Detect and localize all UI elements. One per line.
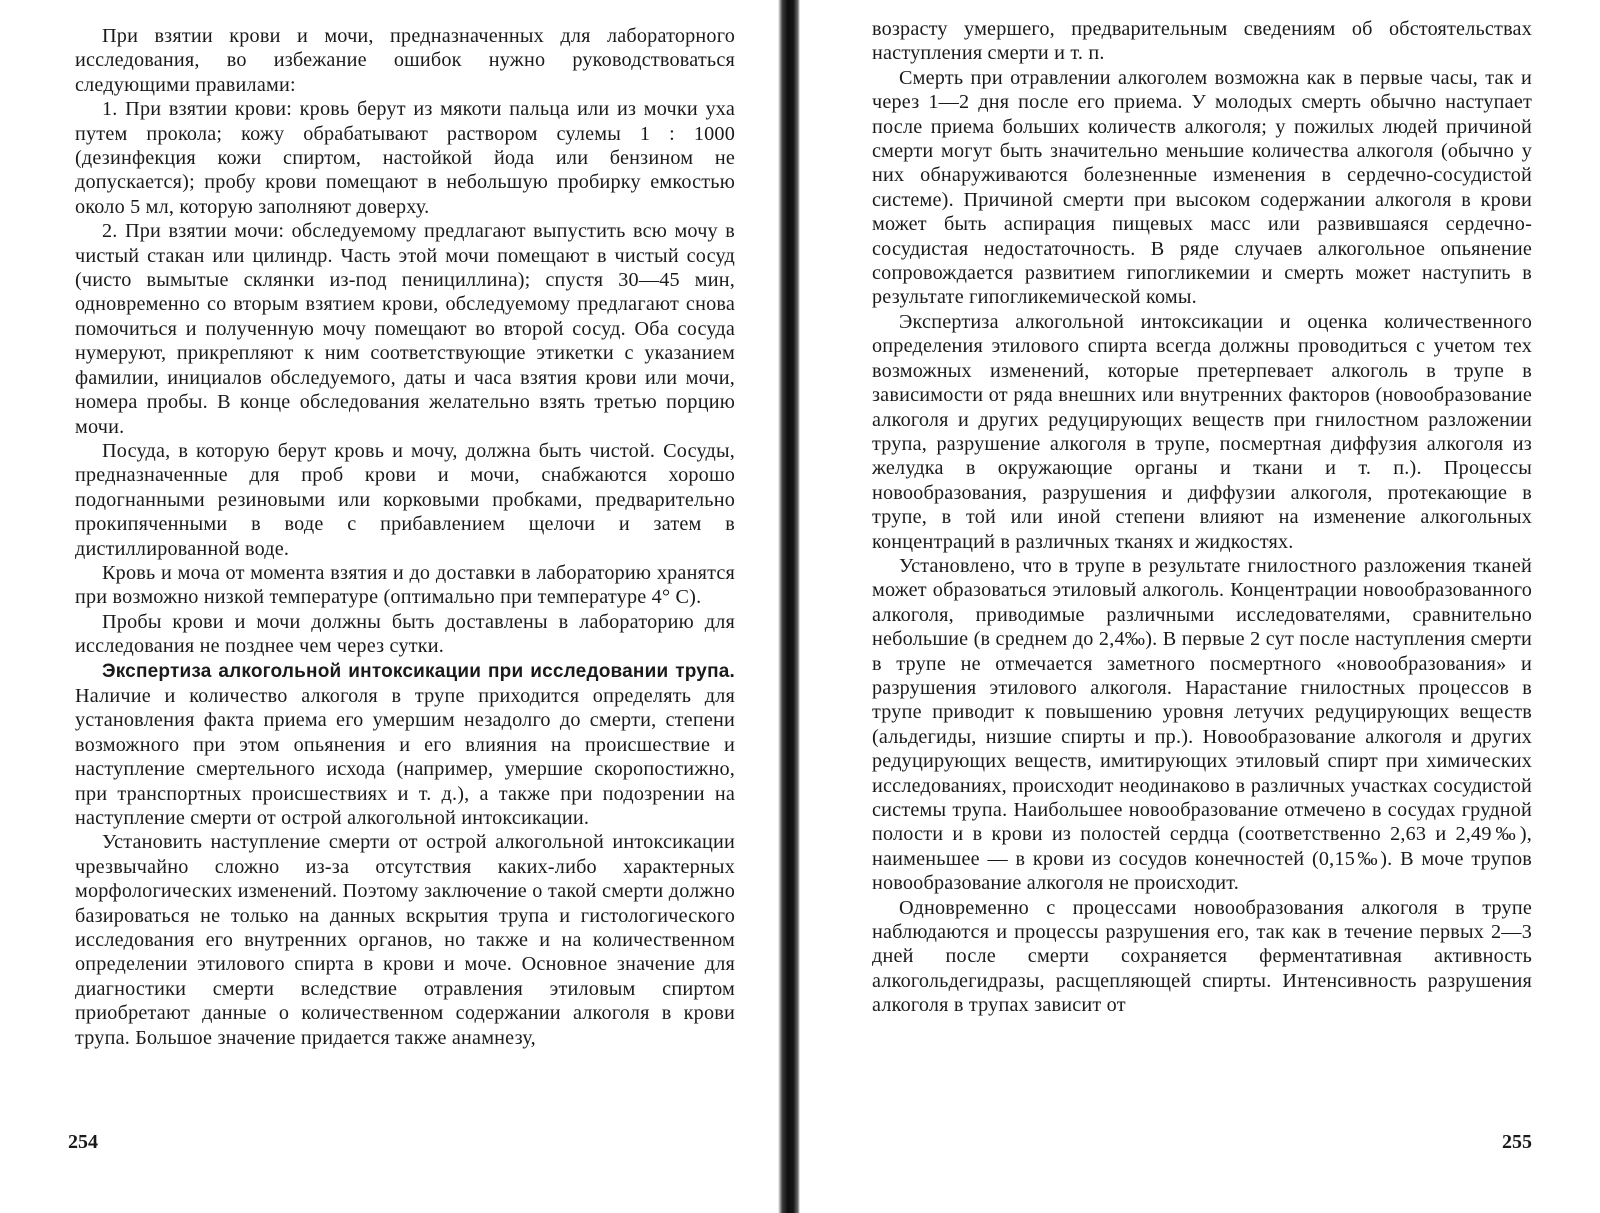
paragraph: Установлено, что в трупе в результате гнилостного разложения тканей может образоваться этиловый алкоголь. Концентрации новообразованного алкоголя, приводимые различными исследователями, сравнительно небольшие (в среднем до 2,4‰). В первые 2 сут после наступления смерти в трупе не отмечается заметного посмертного «новообразования» и разрушения этилового алкоголя. Нарастание гнилостных процессов в трупе приводит к повышению уровня летучих редуцирующих веществ (альдегиды, низшие спирты и пр.). Новообразование алкоголя и других редуцирующих веществ, имитирующих этиловый спирт при химических исследованиях, происходит неодинаково в различных участках сосудистой системы трупа. Наибольшее новообразование отмечено в сосудах грудной полости и в крови из полостей сердца (соответственно 2,63 и 2,49‰), наименьшее — в крови из сосудов конечностей (0,15‰). В моче трупов новообразование алкоголя не происходит. [872, 554, 1532, 895]
paragraph: При взятии крови и мочи, предназначенных для лабораторного исследования, во избежание ошибок нужно руководствоваться следующими правилами: [75, 25, 735, 96]
continued-paragraph: возрасту умершего, предварительным сведениям об обстоятельствах наступления смерти и т. п. [872, 18, 1532, 65]
page-number-right: 255 [1502, 1131, 1532, 1153]
section-heading: Экспертиза алкогольной интоксикации при исследовании трупа. [102, 660, 735, 682]
right-page-text [872, 17, 1532, 1018]
left-page [68, 0, 735, 1153]
book-gutter [778, 0, 800, 1213]
right-page [872, 0, 1532, 1153]
paragraph: 2. При взятии мочи: обследуемому предлагают выпустить всю мочу в чистый стакан или цилиндр. Часть этой мочи помещают в чистый сосуд (чисто вымытые склянки из-под пенициллина); спустя 30—45 мин, одновременно со вторым взятием крови, обследуемому предлагают снова помочиться и полученную мочу помещают во второй сосуд. Оба сосуда нумеруют, прикрепляют к ним соответствующие этикетки с указанием фамилии, инициалов обследуемого, даты и часа взятия крови или мочи, номера пробы. В конце обследования желательно взять третью порцию мочи. [75, 220, 735, 438]
paragraph: Установить наступление смерти от острой алкогольной интоксикации чрезвычайно сложно из-за отсутствия каких-либо характерных морфологических изменений. Поэтому заключение о такой смерти должно базироваться не только на данных вскрытия трупа и гистологического исследования его внутренних органов, но также и на количественном определении этилового спирта в крови и моче. Основное значение для диагностики смерти вследствие отравления этиловым спиртом приобретают данные о количественном содержании алкоголя в крови трупа. Большое значение придается также анамнезу, [75, 831, 735, 1049]
paragraph: Экспертиза алкогольной интоксикации и оценка количественного определения этилового спирта всегда должны проводиться с учетом тех возможных изменений, которые претерпевает алкоголь в трупе в зависимости от ряда внешних или внутренних факторов (новообразование алкоголя и других редуцирующих веществ при гнилостном разложении трупа, разрушение алкоголя в трупе, посмертная диффузия алкоголя из желудка в окружающие органы и ткани и т. п.). Процессы новообразования, разрушения и диффузии алкоголя, протекающие в трупе, в той или иной степени влияют на изменение алкогольных концентраций в различных тканях и жидкостях. [872, 310, 1532, 553]
paragraph: Пробы крови и мочи должны быть доставлены в лабораторию для исследования не позднее чем через сутки. [75, 610, 735, 658]
page-number-left: 254 [68, 1131, 98, 1153]
paragraph: Кровь и моча от момента взятия и до доставки в лабораторию хранятся при возможно низкой температуре (оптимально при температуре 4° С). [75, 561, 735, 609]
paragraph: Одновременно с процессами новообразования алкоголя в трупе наблюдаются и процессы разрушения его, так как в течение первых 2—3 дней после смерти сохраняется ферментативная активность алкогольдегидразы, расщепляющей спирты. Интенсивность разрушения алкоголя в трупах зависит от [872, 896, 1532, 1017]
paragraph: 1. При взятии крови: кровь берут из мякоти пальца или из мочки уха путем прокола; кожу обрабатывают раствором сулемы 1 : 1000 (дезинфекция кожи спиртом, настойкой йода или бензином не допускается); пробу крови помещают в небольшую пробирку емкостью около 5 мл, которую заполняют доверху. [75, 98, 735, 218]
left-page-text [75, 24, 735, 1050]
section-paragraph [75, 659, 735, 831]
paragraph: Смерть при отравлении алкоголем возможна как в первые часы, так и через 1—2 дня после его приема. У молодых смерть обычно наступает после приема больших количеств алкоголя; у пожилых людей причиной смерти могут быть значительно меньшие количества алкоголя (обычно у них обнаруживаются болезненные изменения в сердечно-сосудистой системе). Причиной смерти при высоком содержании алкоголя в крови может быть аспирация пищевых масс или развившаяся сердечно-сосудистая недостаточность. В ряде случаев алкогольное опьянение сопровождается развитием гипогликемии и смерть может наступить в результате гипогликемической комы. [872, 66, 1532, 309]
paragraph: Посуда, в которую берут кровь и мочу, должна быть чистой. Сосуды, предназначенные для проб крови и мочи, снабжаются хорошо подогнанными резиновыми или корковыми пробками, предварительно прокипяченными в воде с прибавлением щелочи и затем в дистиллированной воде. [75, 439, 735, 560]
section-heading-text: Наличие и количество алкоголя в трупе приходится определять для установления факта приема его умершим незадолго до смерти, степени возможного при этом опьянения и его влияния на происшествие и наступление смертельного исхода (например, умершие скоропостижно, при транспортных происшествиях и т. д.), а также при подозрении на наступление смерти от острой алкогольной интоксикации. [75, 684, 735, 829]
